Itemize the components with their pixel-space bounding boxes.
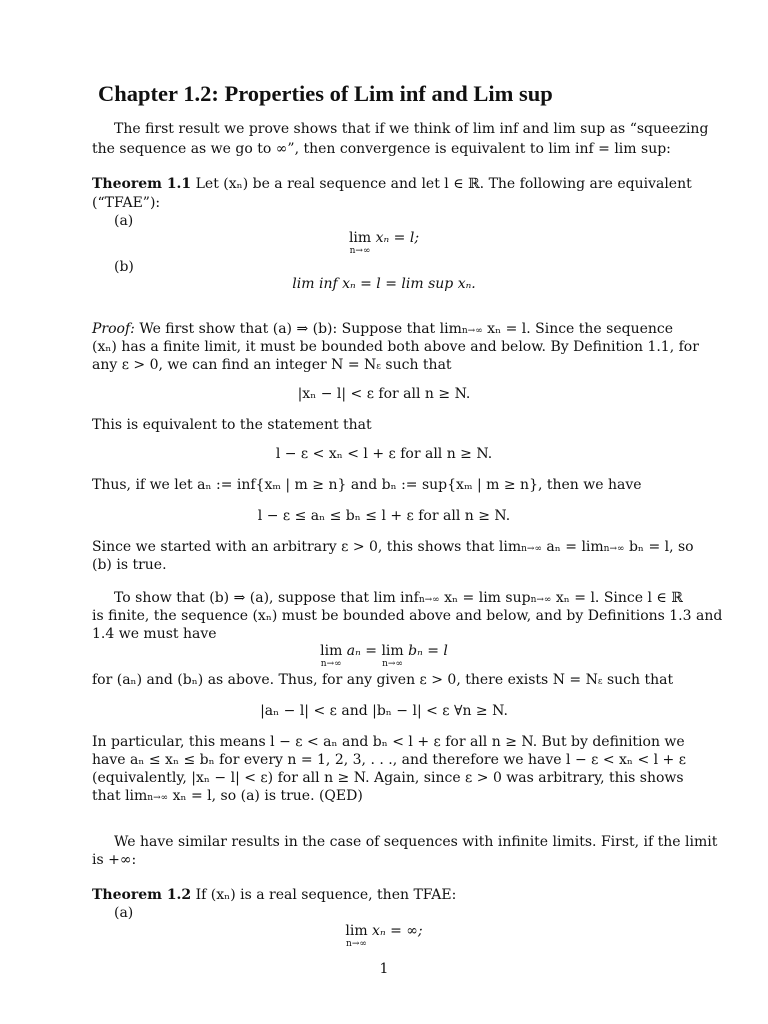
theorem-1-2-label: Theorem 1.2 xyxy=(92,887,192,903)
proof-line-5: Thus, if we let aₙ := inf{xₘ | m ≥ n} and bₙ := sup{xₘ | m ≥ n}, then we have xyxy=(92,477,642,493)
proof-para3-line-4: that limn→∞ xₙ = l, so (a) is true. (QED) xyxy=(92,788,363,804)
proof-para3-line-2: have aₙ ≤ xₙ ≤ bₙ for every n = 1, 2, 3, . . ., and therefore we have l − ε < xₙ < l + ε xyxy=(92,752,686,768)
lim-operator: lim n→∞ xyxy=(348,230,372,256)
proof-line-7: (b) is true. xyxy=(92,557,167,573)
theorem-1-2-line: Theorem 1.2 If (xₙ) is a real sequence, then TFAE: xyxy=(92,887,457,903)
proof-line-1: Proof: We first show that (a) ⇒ (b): Suppose that limn→∞ xₙ = l. Since the sequence xyxy=(92,321,674,337)
theorem-1-1-line-1 xyxy=(92,175,692,193)
theorem-1-1-text: Let (xₙ) be a real sequence and let l ∈ ℝ. The following are equivalent xyxy=(195,176,692,192)
infinite-limits-line-2: is +∞: xyxy=(92,852,137,868)
intro-line-1: The first result we prove shows that if we think of lim inf and lim sup as “squeezing xyxy=(114,121,709,137)
proof-para3-line-1: In particular, this means l − ε < aₙ and bₙ < l + ε for all n ≥ N. But by definition we xyxy=(92,734,685,750)
theorem-1-2-item-a: (a) xyxy=(114,905,134,921)
proof-para2-line-1: To show that (b) ⇒ (a), suppose that lim infn→∞ xₙ = lim supn→∞ xₙ = l. Since l ∈ ℝ xyxy=(114,590,683,606)
theorem-1-1-line-2: (“TFAE”): xyxy=(92,195,161,211)
proof-line-4: This is equivalent to the statement that xyxy=(92,417,372,433)
intro-line-2: the sequence as we go to ∞”, then convergence is equivalent to lim inf = lim sup: xyxy=(92,141,671,157)
equation-limit-infinity: lim n→∞ xₙ = ∞; xyxy=(345,923,423,949)
proof-para2-line-4: for (aₙ) and (bₙ) as above. Thus, for any given ε > 0, there exists N = Nε such that xyxy=(92,672,674,688)
equation-a-b-eps: |aₙ − l| < ε and |bₙ − l| < ε ∀n ≥ N. xyxy=(260,703,508,719)
page-number: 1 xyxy=(379,961,389,977)
proof-para2-line-2: is finite, the sequence (xₙ) must be bounded above and below, and by Definitions 1.3 and xyxy=(92,608,723,624)
proof-line-6: Since we started with an arbitrary ε > 0, this shows that limn→∞ aₙ = limn→∞ bₙ = l, so xyxy=(92,539,694,555)
infinite-limits-line-1: We have similar results in the case of sequences with infinite limits. First, if the limit xyxy=(114,834,718,850)
proof-para3-line-3: (equivalently, |xₙ − l| < ε) for all n ≥ N. Again, since ε > 0 was arbitrary, this shows xyxy=(92,770,684,786)
equation-limit-a: lim n→∞ xₙ = l; xyxy=(348,230,420,256)
theorem-1-1-label: Theorem 1.1 xyxy=(92,176,192,192)
proof-line-2: (xₙ) has a finite limit, it must be bounded both above and below. By Definition 1.1, for xyxy=(92,339,699,355)
proof-line-3: any ε > 0, we can find an integer N = Nε such that xyxy=(92,357,452,373)
page-title: Chapter 1.2: Properties of Lim inf and Lim sup xyxy=(98,81,553,106)
theorem-1-1-item-a: (a) xyxy=(114,213,134,229)
equation-abs-bound: |xₙ − l| < ε for all n ≥ N. xyxy=(297,386,471,402)
proof-label: Proof: xyxy=(92,321,135,337)
equation-interval-bound: l − ε < xₙ < l + ε for all n ≥ N. xyxy=(275,446,493,462)
equation-lim-a-b: lim n→∞ aₙ = lim n→∞ bₙ = l xyxy=(320,643,448,669)
proof-para2-line-3: 1.4 we must have xyxy=(92,626,217,642)
equation-liminf-limsup: lim inf xₙ = l = lim sup xₙ. xyxy=(292,276,476,292)
equation-a-b-bound: l − ε ≤ aₙ ≤ bₙ ≤ l + ε for all n ≥ N. xyxy=(257,508,511,524)
theorem-1-1-item-b: (b) xyxy=(114,259,134,275)
